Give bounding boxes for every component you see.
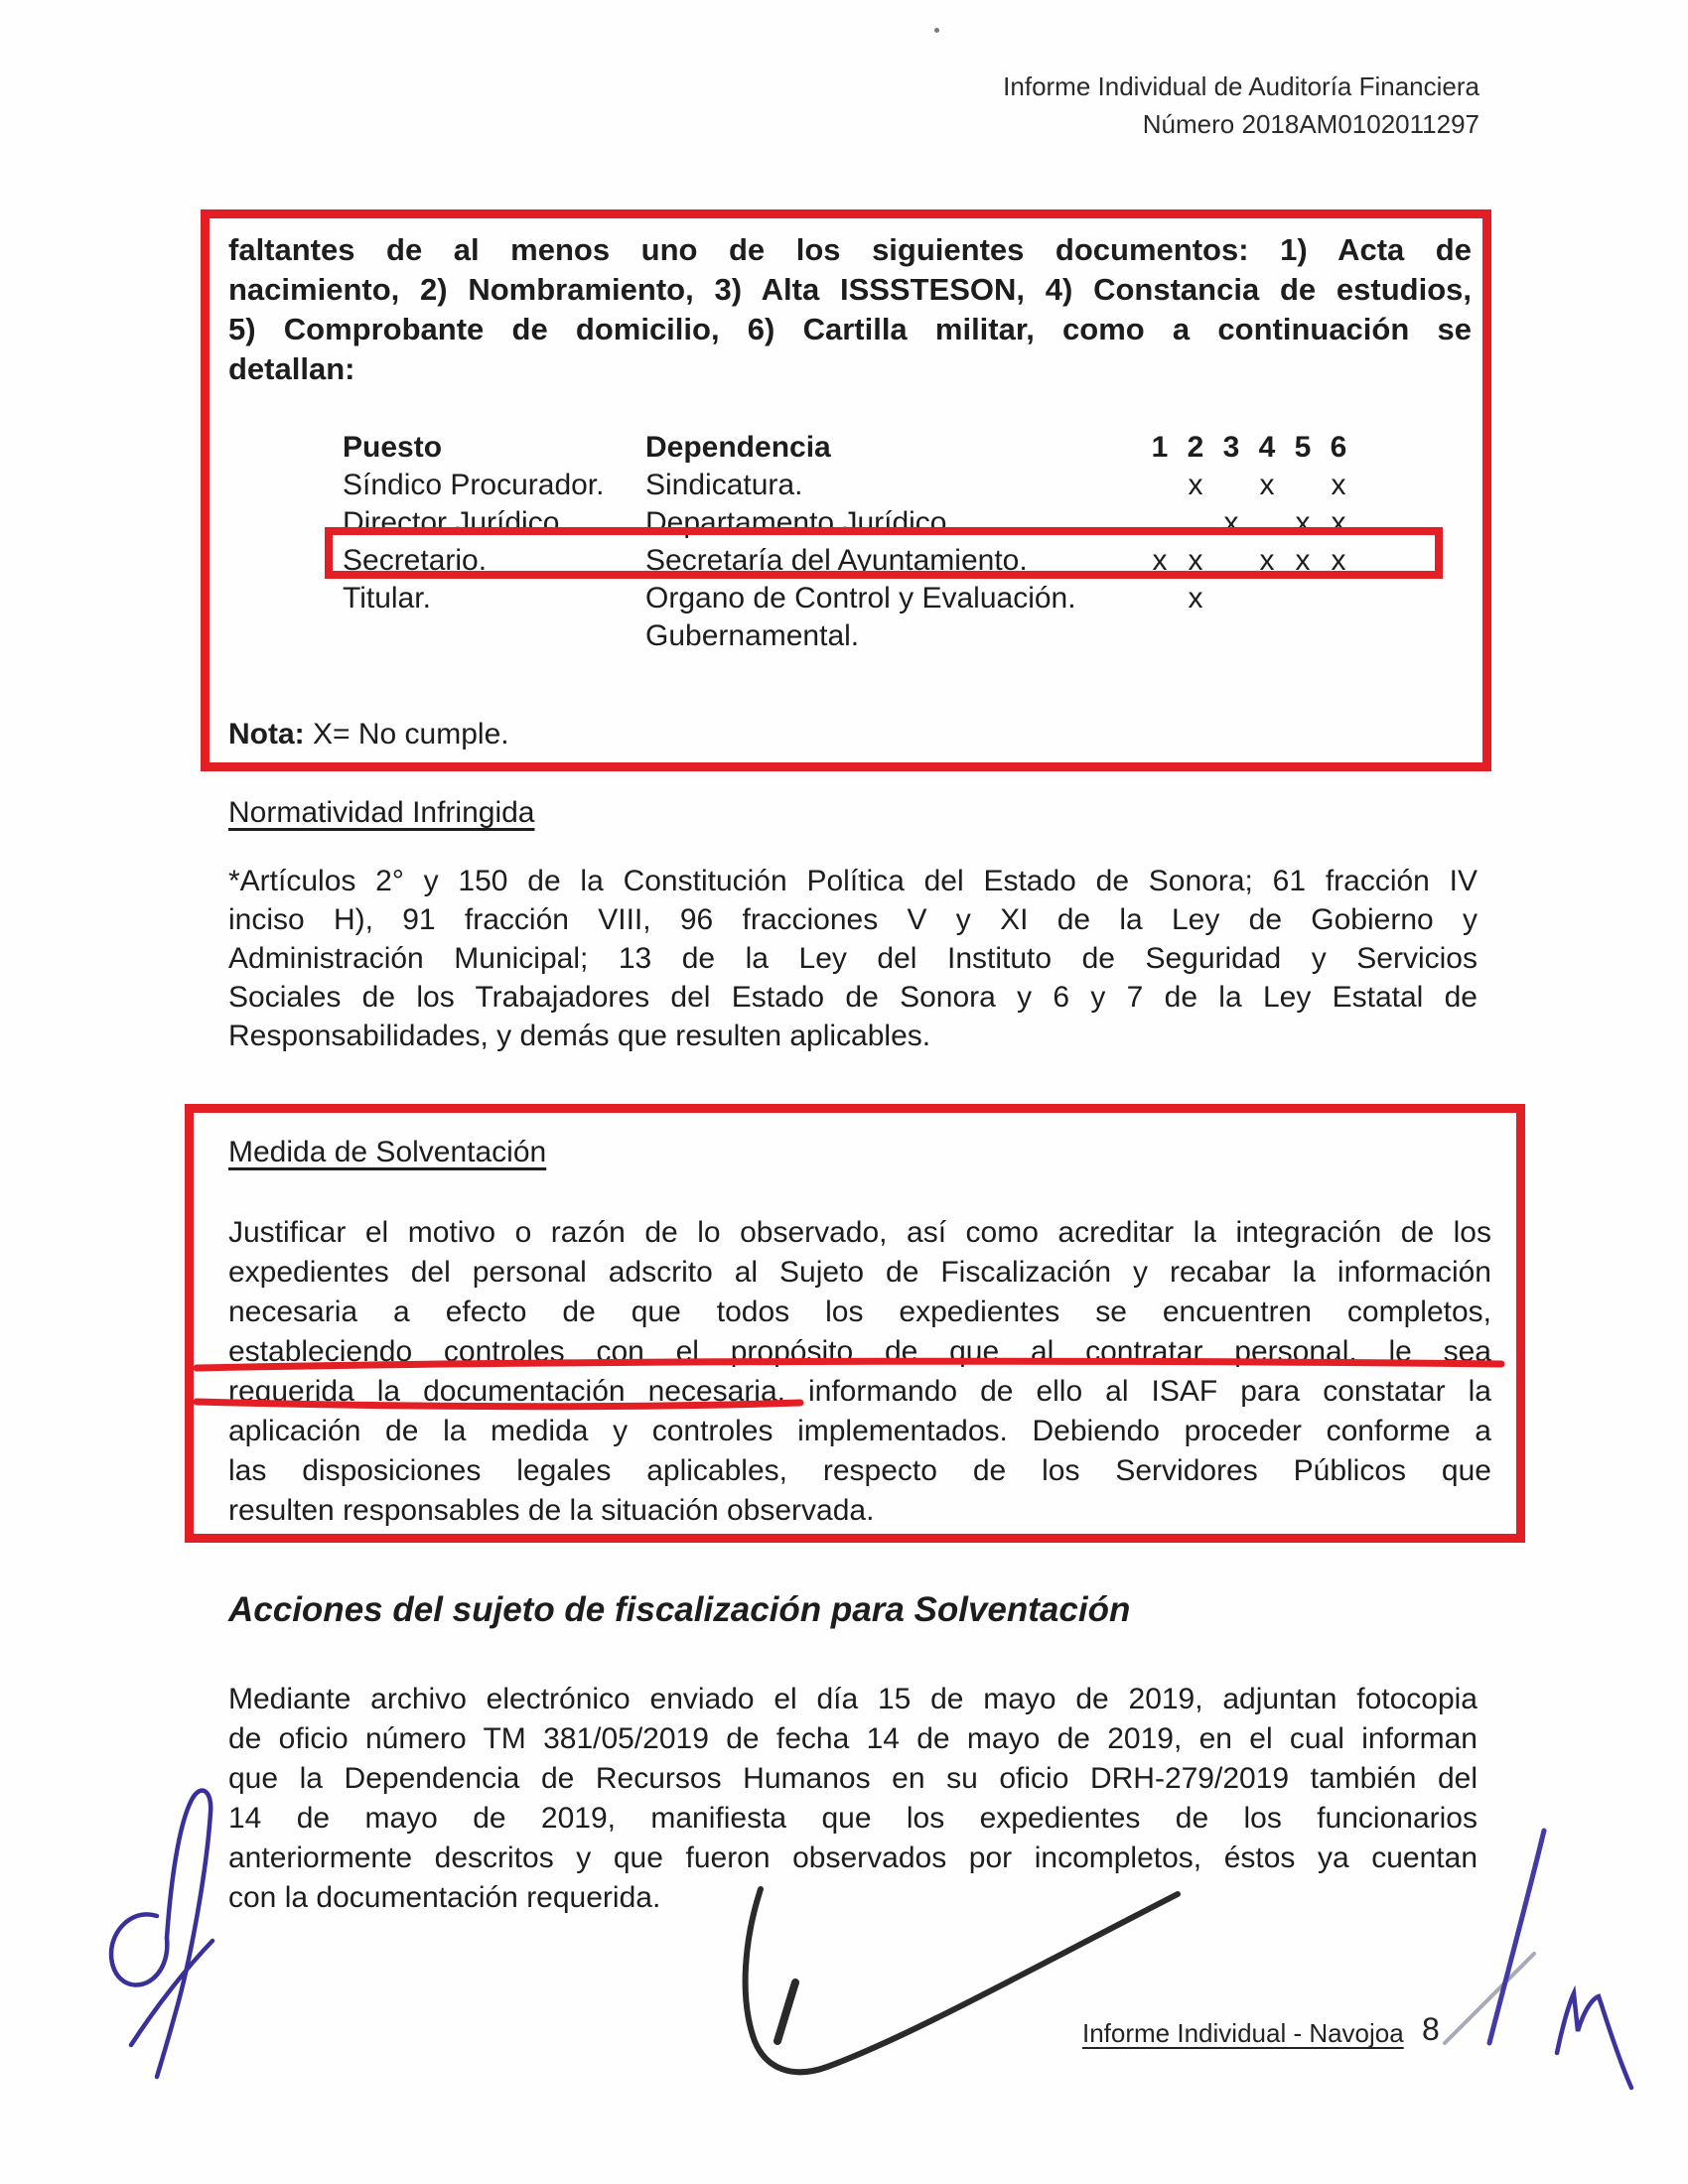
cell-dependencia-line1: Organo de Control y Evaluación.: [645, 582, 1076, 614]
page-header: [1003, 68, 1479, 143]
medida-line-underlined: requerida la documentación necesaria, informando de ello al ISAF para constatar la: [228, 1375, 1491, 1408]
mark: [1142, 467, 1178, 504]
mark: [1213, 580, 1249, 655]
acciones-line: anteriormente descritos y que fueron observados por incompletos, éstos ya cuentan: [228, 1842, 1477, 1874]
medida-line: las disposiciones legales aplicables, respecto de los Servidores Públicos que: [228, 1454, 1491, 1487]
table-row: [343, 467, 1356, 504]
mark: x: [1188, 469, 1203, 501]
cell-puesto: Secretario.: [343, 544, 488, 577]
normatividad-line: Sociales de los Trabajadores del Estado de Sonora y 6 y 7 de la Ley Estatal de: [228, 981, 1477, 1014]
mark: x: [1152, 544, 1168, 577]
signature-tall-loop: [157, 1791, 211, 2077]
num-header: 6: [1330, 431, 1347, 464]
cell-puesto: Director Jurídico.: [343, 506, 568, 539]
acciones-line: 14 de mayo de 2019, manifiesta que los expedientes de los funcionarios: [228, 1802, 1477, 1835]
normatividad-paragraph: [228, 862, 1477, 1055]
note-line: [228, 715, 509, 753]
medida-line: expedientes del personal adscrito al Sujeto de Fiscalización y recabar la información: [228, 1256, 1491, 1289]
signature-a-loop: [111, 1914, 167, 1984]
table-row: [343, 580, 1356, 655]
mark: [1142, 580, 1178, 655]
mark: x: [1331, 469, 1346, 501]
cell-dependencia: Sindicatura.: [645, 469, 803, 501]
num-header: 5: [1294, 431, 1312, 464]
secretario-row-highlight-box: [325, 527, 1443, 579]
mark: [1249, 580, 1285, 655]
acciones-line: con la documentación requerida.: [228, 1881, 661, 1914]
cell-puesto: Síndico Procurador.: [343, 469, 605, 501]
acciones-paragraph: [228, 1680, 1477, 1918]
acciones-line: Mediante archivo electrónico enviado el día 15 de mayo de 2019, adjuntan fotocopia: [228, 1683, 1477, 1715]
mark: x: [1188, 582, 1203, 614]
handwritten-signature-left: [111, 1791, 212, 2077]
mark: x: [1259, 544, 1275, 577]
cell-dependencia: Secretaría del Ayuntamiento.: [645, 544, 1028, 577]
normatividad-line: Responsabilidades, y demás que resulten aplicables.: [228, 1020, 931, 1052]
pen-gray-diagonal: [1445, 1954, 1534, 2043]
header-number: Número 2018AM0102011297: [1142, 109, 1479, 139]
mark: [1285, 467, 1321, 504]
cell-marks: [1142, 580, 1356, 655]
cell-marks: [1142, 467, 1356, 504]
pen-m-squiggle: [1557, 1993, 1631, 2088]
acciones-line: de oficio número TM 381/05/2019 de fecha 14 de mayo de 2019, en el cual informan: [228, 1722, 1477, 1755]
pen-blue-diagonal: [1489, 1831, 1544, 2043]
num-header: 4: [1258, 431, 1276, 464]
mark: [1213, 467, 1249, 504]
observation-line: detallan:: [228, 351, 355, 386]
observation-paragraph: [228, 230, 1472, 389]
acciones-line: que la Dependencia de Recursos Humanos en su oficio DRH-279/2019 también del: [228, 1762, 1477, 1795]
medida-line: aplicación de la medida y controles implementados. Debiendo proceder conforme a: [228, 1415, 1491, 1447]
mark: x: [1295, 506, 1311, 539]
mark: x: [1188, 544, 1203, 577]
table-header-row: [343, 429, 1356, 467]
medida-line: necesaria a efecto de que todos los expedientes se encuentren completos,: [228, 1296, 1491, 1328]
medida-line: resulten responsables de la situación observada.: [228, 1494, 875, 1527]
medida-heading: Medida de Solventación: [228, 1136, 547, 1168]
acciones-heading: Acciones del sujeto de fiscalización para Solventación: [228, 1590, 1131, 1629]
footer-label: Informe Individual - Navojoa: [1082, 2018, 1404, 2048]
col-header-dependencia: Dependencia: [645, 431, 831, 464]
num-header: 3: [1222, 431, 1240, 464]
num-header: 1: [1151, 431, 1169, 464]
mark: x: [1259, 469, 1275, 501]
cell-dependencia: Departamento Jurídico.: [645, 506, 955, 539]
mark: x: [1331, 544, 1346, 577]
header-title: Informe Individual de Auditoría Financiera: [1003, 71, 1479, 101]
normatividad-line: *Artículos 2° y 150 de la Constitución Política del Estado de Sonora; 61 fracción IV: [228, 865, 1477, 897]
pen-tick-stroke: [777, 1982, 795, 2041]
mark: x: [1295, 544, 1311, 577]
observation-line: faltantes de al menos uno de los siguientes documentos: 1) Acta de: [228, 232, 1472, 267]
observation-line: nacimiento, 2) Nombramiento, 3) Alta ISSSTESON, 4) Constancia de estudios,: [228, 272, 1472, 307]
medida-line-underlined: estableciendo controles con el propósito de que al contratar personal, le sea: [228, 1335, 1491, 1368]
cell-dependencia-line2: Gubernamental.: [645, 619, 860, 652]
normatividad-line: inciso H), 91 fracción VIII, 96 fracciones V y XI de la Ley de Gobierno y: [228, 903, 1477, 936]
cell-puesto: Titular.: [343, 582, 431, 614]
mark: [1321, 580, 1356, 655]
mark: x: [1331, 506, 1346, 539]
footer-page-number: 8: [1422, 2011, 1440, 2047]
col-header-numbers: [1142, 429, 1356, 467]
scan-speck: [934, 28, 939, 33]
mark: x: [1223, 506, 1239, 539]
num-header: 2: [1187, 431, 1204, 464]
note-text: X= No cumple.: [304, 718, 509, 751]
normatividad-line: Administración Municipal; 13 de la Ley del Instituto de Seguridad y Servicios: [228, 942, 1477, 975]
medida-line: Justificar el motivo o razón de lo observado, así como acreditar la integración de los: [228, 1216, 1491, 1249]
cell-dependencia: [645, 580, 1142, 655]
observation-line: 5) Comprobante de domicilio, 6) Cartilla militar, como a continuación se: [228, 312, 1472, 346]
note-label: Nota:: [228, 718, 305, 751]
col-header-puesto: Puesto: [343, 431, 443, 464]
medida-paragraph: [228, 1213, 1491, 1531]
signature-cross-stroke: [131, 1941, 212, 2045]
mark: [1285, 580, 1321, 655]
normatividad-heading: Normatividad Infringida: [228, 796, 535, 829]
